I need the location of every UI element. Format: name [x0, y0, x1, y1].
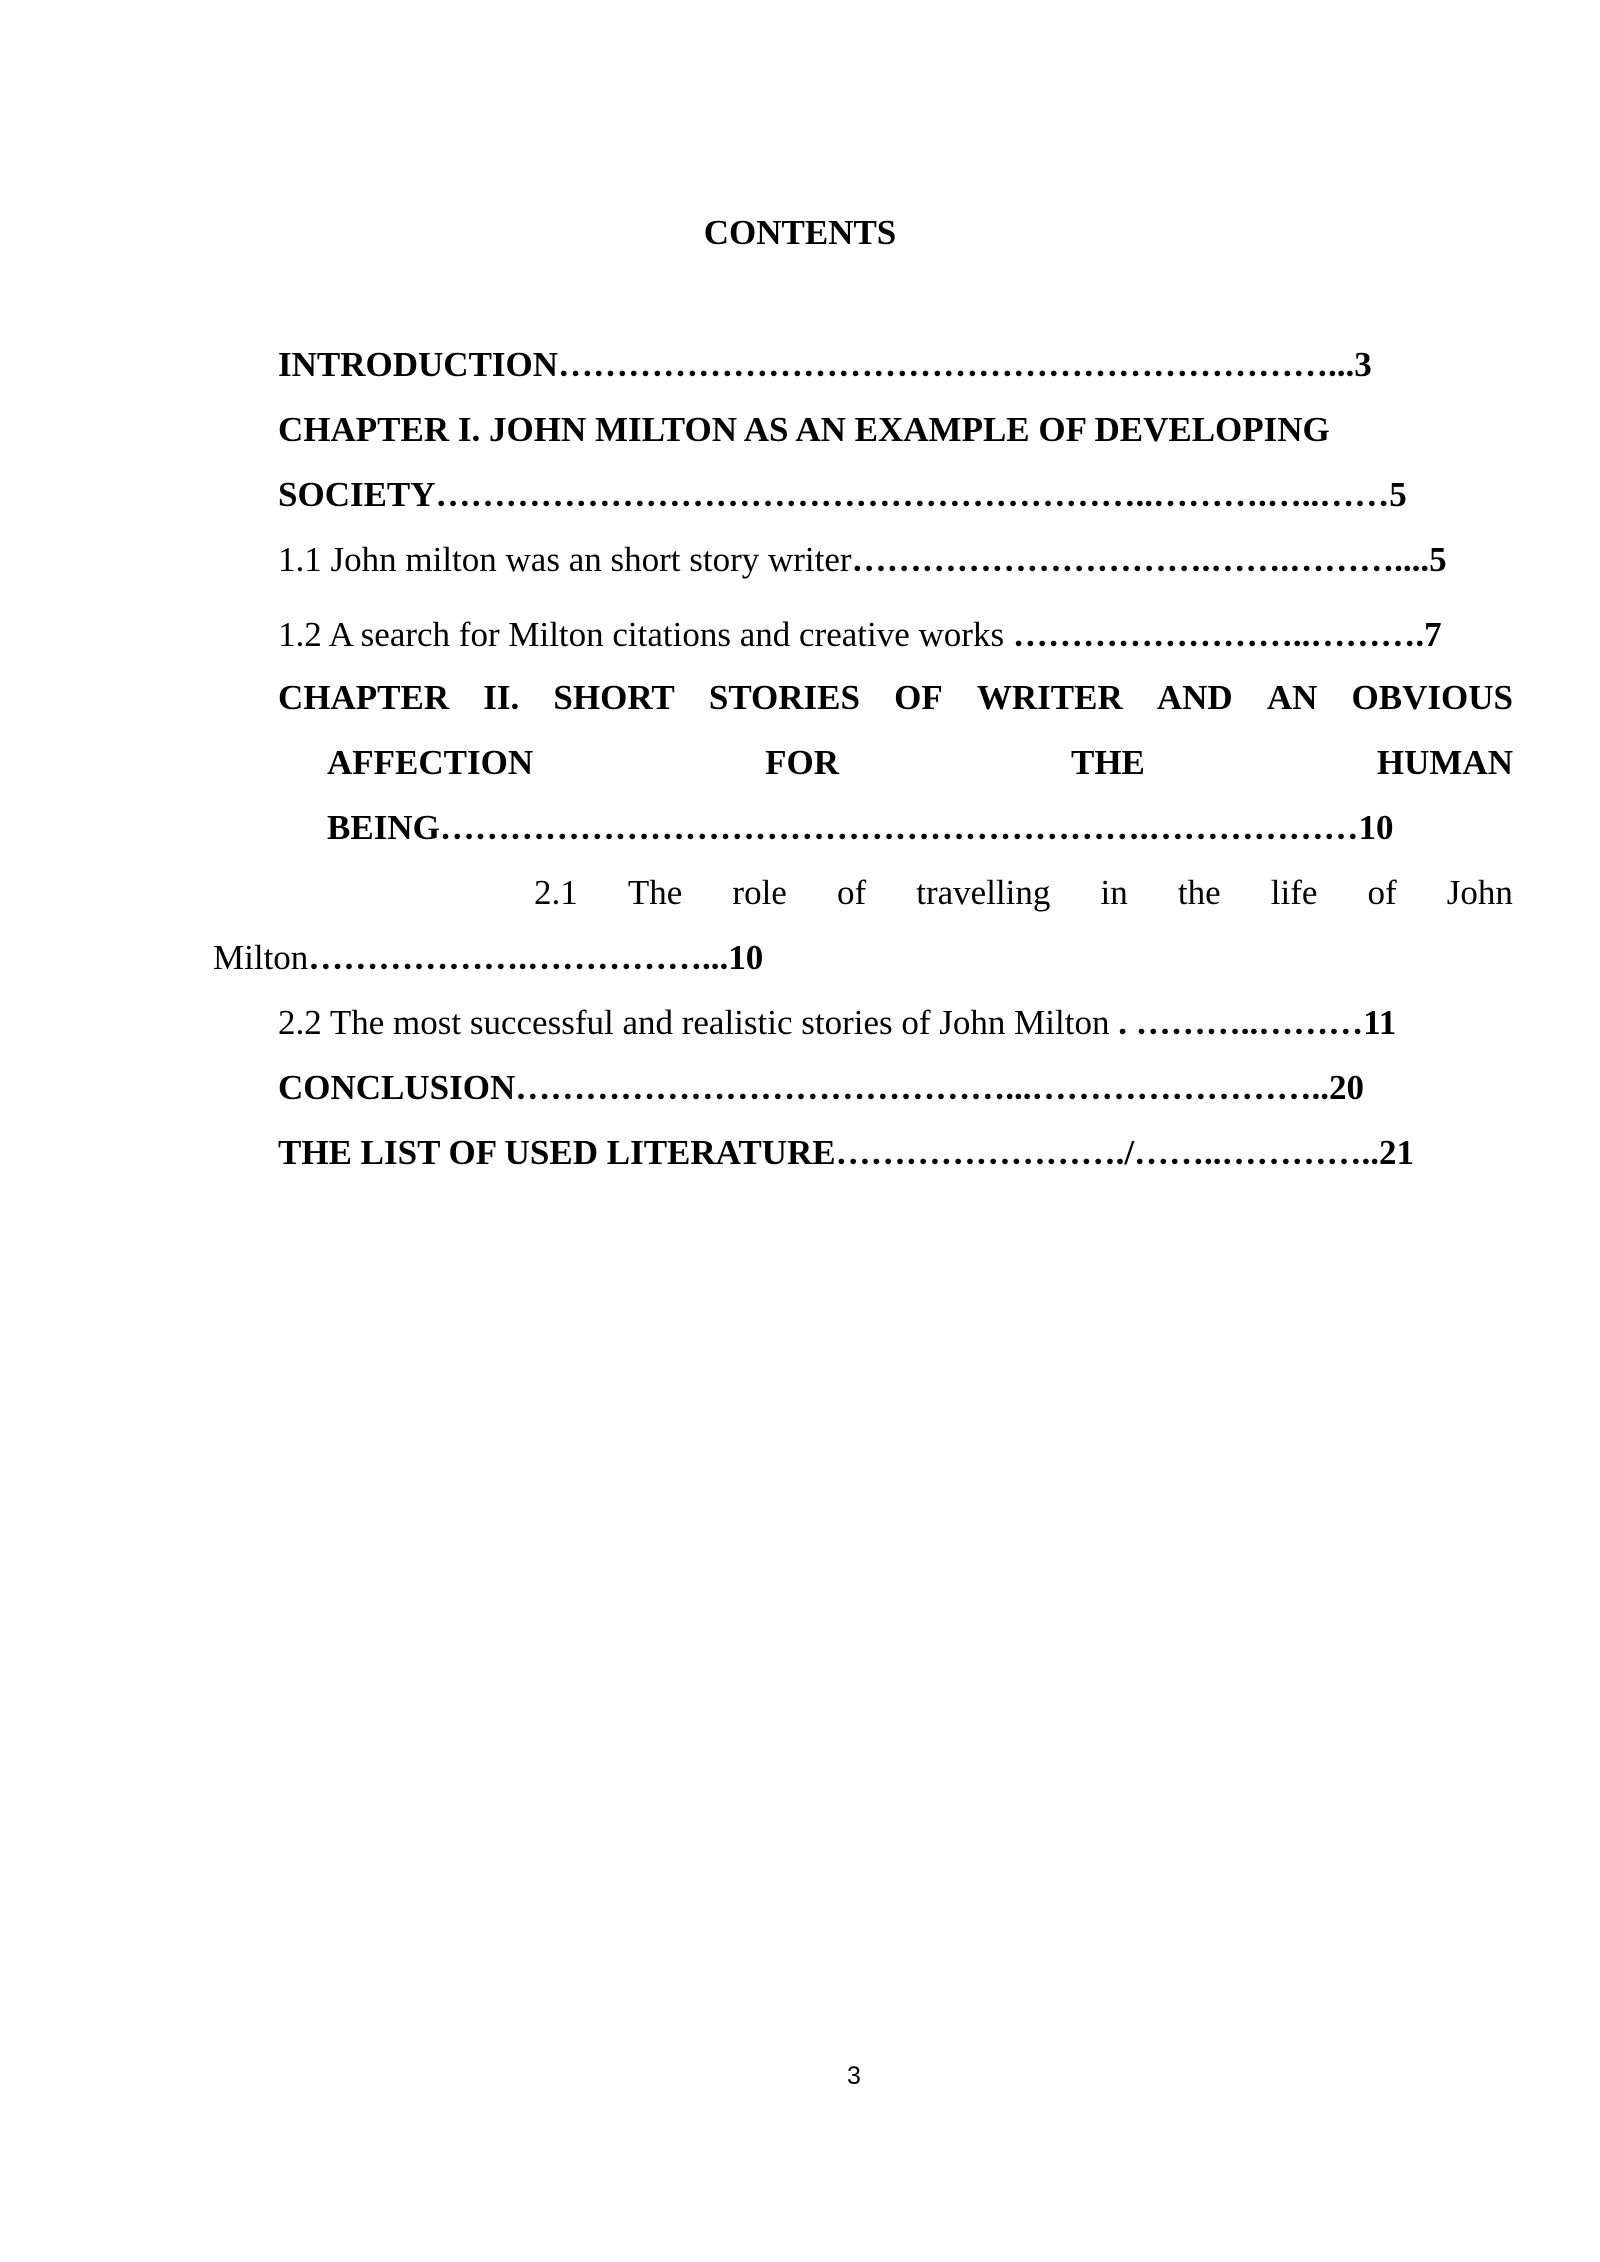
- toc-section-2-1-line2: [213, 933, 763, 983]
- toc-chapter2-word: WRITER: [976, 678, 1123, 717]
- toc-section-2-2-leader: . ………..………11: [1118, 1003, 1397, 1042]
- toc-section-1-1-leader: ………………………….…….………....5: [851, 540, 1447, 579]
- toc-section-2-1-word: life: [1270, 873, 1318, 912]
- toc-section-2-1-word: of: [1367, 873, 1397, 912]
- toc-section-2-1-word: of: [836, 873, 867, 912]
- toc-chapter1-line2: SOCIETY……………………………………………………..……….…..……5: [278, 475, 1407, 514]
- toc-chapter2-word: OF: [894, 678, 943, 717]
- toc-section-1-1-text: 1.1 John milton was an short story writer: [278, 540, 852, 579]
- toc-section-2-1-word: the: [1177, 873, 1221, 912]
- toc-chapter2-word: AN: [1266, 678, 1318, 717]
- toc-chapter1-line1: CHAPTER I. JOHN MILTON AS AN EXAMPLE OF DEVELOPING: [278, 410, 1330, 449]
- toc-section-2-1-word: role: [732, 873, 787, 912]
- toc-chapter2-word: FOR: [765, 743, 839, 782]
- toc-section-1-2-text: 1.2 A search for Milton citations and creative works: [278, 615, 1013, 654]
- toc-chapter2-word: CHAPTER: [278, 678, 450, 717]
- toc-chapter2-word: STORIES: [708, 678, 860, 717]
- toc-section-1-1: [278, 535, 1447, 585]
- toc-chapter2-word: HUMAN: [1376, 743, 1513, 782]
- toc-section-1-2: [278, 610, 1442, 660]
- toc-chapter2-line1: [278, 673, 1513, 723]
- toc-section-2-1-line2-text: Milton: [213, 938, 309, 977]
- toc-chapter2-line2: [327, 738, 1513, 788]
- toc-chapter2-word: AND: [1156, 678, 1233, 717]
- toc-literature: THE LIST OF USED LITERATURE……………………./……..…………..21: [278, 1133, 1415, 1172]
- toc-chapter2-word: AFFECTION: [327, 743, 534, 782]
- toc-section-2-1-word: in: [1100, 873, 1128, 912]
- toc-conclusion: CONCLUSION……………………………………...……………………..20: [278, 1068, 1365, 1107]
- toc-section-2-1-word: John: [1446, 873, 1513, 912]
- toc-section-1-2-leader: ……………………..……….7: [1012, 615, 1442, 654]
- toc-section-2-1-line1: [534, 868, 1513, 918]
- toc-section-2-1-word: travelling: [916, 873, 1051, 912]
- toc-chapter2-word: OBVIOUS: [1351, 678, 1513, 717]
- toc-section-2-2-text: 2.2 The most successful and realistic stories of John Milton: [278, 1003, 1119, 1042]
- toc-section-2-1-word: The: [627, 873, 683, 912]
- toc-chapter2-line3: BEING…………………………………………………….………………10: [327, 808, 1394, 847]
- toc-chapter2-word: THE: [1070, 743, 1145, 782]
- toc-chapter2-word: SHORT: [553, 678, 675, 717]
- toc-section-2-1-word: 2.1: [534, 873, 578, 912]
- toc-section-2-1-line2-leader: ……………….……………...10: [308, 938, 764, 977]
- contents-title: CONTENTS: [703, 213, 897, 252]
- toc-section-2-2: [278, 998, 1396, 1048]
- page-number: 3: [847, 2062, 861, 2090]
- toc-chapter2-word: II.: [483, 678, 520, 717]
- toc-introduction: INTRODUCTION…………………………………………………………...3: [278, 345, 1372, 384]
